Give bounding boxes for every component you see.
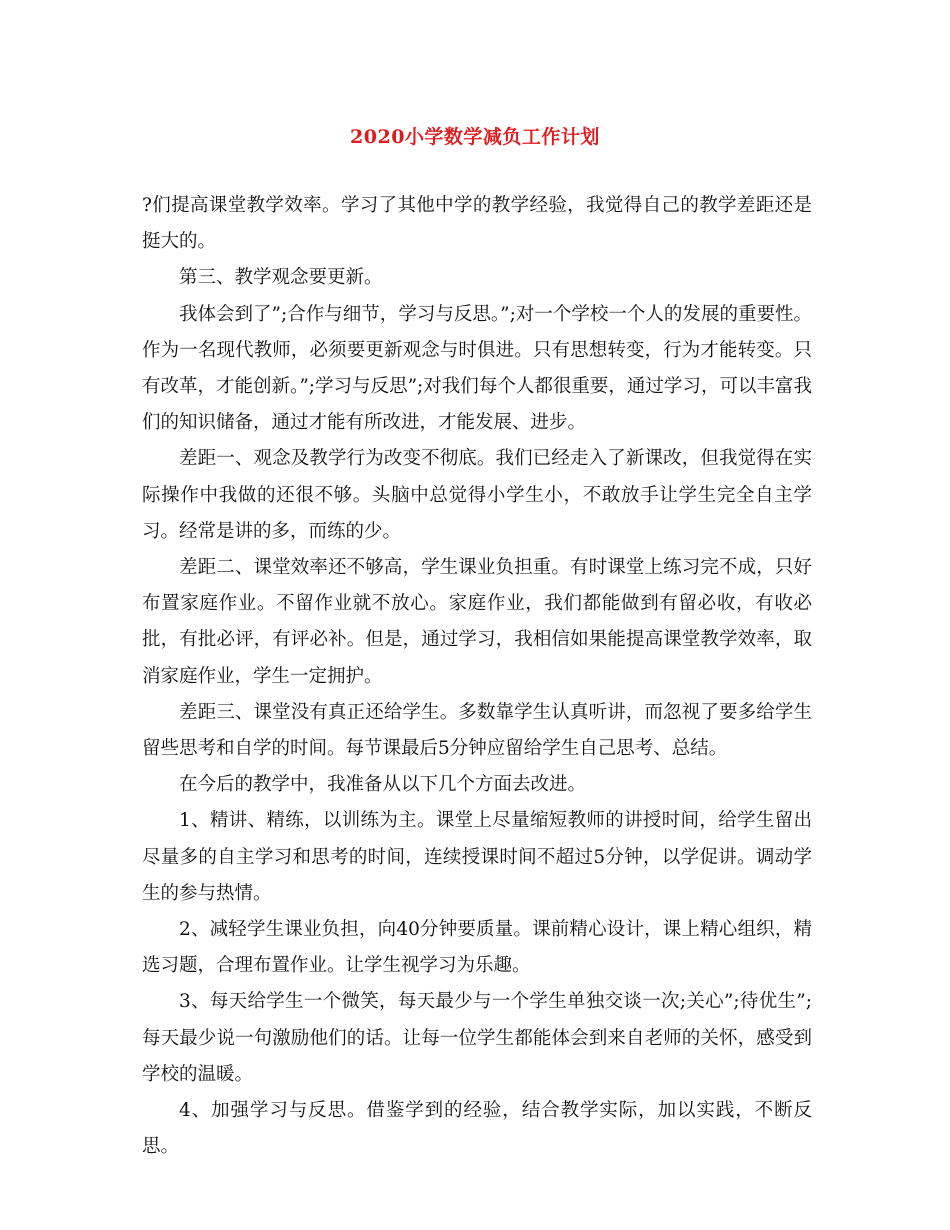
paragraph-2: 第三、教学观念要更新。 xyxy=(179,267,383,289)
paragraph-10: 3、每天给学生一个微笑，每天最少与一个学生单独交谈一次;关心”;待优生”;每天最少说一句激励他们的话。让每一位学生都能体会到来自老师的关怀，感受到学校的温暖。 xyxy=(142,991,812,1085)
paragraph-5: 差距二、课堂效率还不够高，学生课业负担重。有时课堂上练习完不成，只好布置家庭作业。不留作业就不放心。家庭作业，我们都能做到有留必收，有收必批，有批必评，有评必补。但是，通过学习，我相信如果能提高课堂教学效率，取消家庭作业，学生一定拥护。 xyxy=(142,557,812,687)
paragraph-1: ?们提高课堂教学效率。学习了其他中学的教学经验，我觉得自己的教学差距还是挺大的。 xyxy=(142,195,812,253)
paragraph-11: 4、加强学习与反思。借鉴学到的经验，结合教学实际，加以实践，不断反思。 xyxy=(142,1100,812,1158)
paragraph-4: 差距一、观念及教学行为改变不彻底。我们已经走入了新课改，但我觉得在实际操作中我做的还很不够。头脑中总觉得小学生小，不敢放手让学生完全自主学习。经常是讲的多，而练的少。 xyxy=(142,448,812,542)
paragraph-9: 2、减轻学生课业负担，向40分钟要质量。课前精心设计，课上精心组织，精选习题，合理布置作业。让学生视学习为乐趣。 xyxy=(142,919,812,977)
document-title: 2020小学数学减负工作计划 xyxy=(350,126,600,148)
paragraph-3: 我体会到了”;合作与细节，学习与反思。”;对一个学校一个人的发展的重要性。作为一名现代教师，必须要更新观念与时俱进。只有思想转变，行为才能转变。只有改革，才能创新。”;学习与反思”;对我们每个人都很重要，通过学习，可以丰富我们的知识储备，通过才能有所改进，才能发展、进步。 xyxy=(142,303,812,434)
paragraph-6: 差距三、课堂没有真正还给学生。多数靠学生认真听讲，而忽视了要多给学生留些思考和自学的时间。每节课最后5分钟应留给学生自己思考、总结。 xyxy=(142,701,812,760)
paragraph-8: 1、精讲、精练，以训练为主。课堂上尽量缩短教师的讲授时间，给学生留出尽量多的自主学习和思考的时间，连续授课时间不超过5分钟，以学促讲。调动学生的参与热情。 xyxy=(142,810,812,904)
paragraph-7: 在今后的教学中，我准备从以下几个方面去改进。 xyxy=(179,774,587,796)
document-body xyxy=(142,188,812,1165)
